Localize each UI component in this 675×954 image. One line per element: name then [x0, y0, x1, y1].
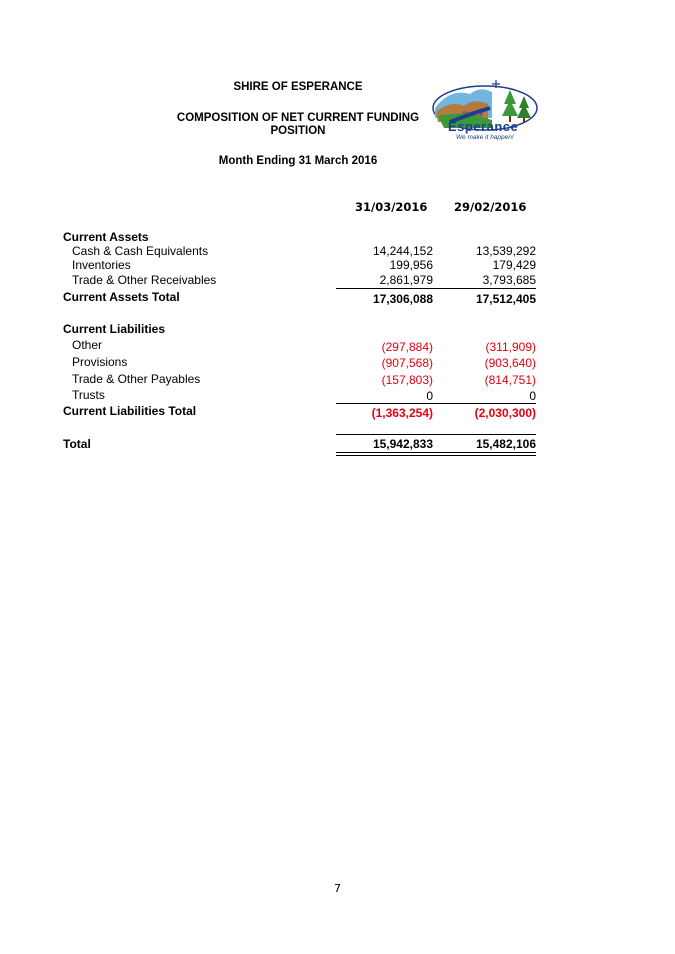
- total-rule: [336, 434, 536, 435]
- row-label: Trusts: [72, 388, 105, 402]
- shire-logo: [430, 78, 540, 152]
- column-header-previous: 29/02/2016: [454, 200, 527, 214]
- row-value-previous: 13,539,292: [475, 244, 536, 258]
- grand-total-label: Total: [63, 437, 91, 451]
- current-liabilities-total-previous: (2,030,300): [474, 406, 536, 420]
- row-label: Provisions: [72, 355, 128, 369]
- row-label: Other: [72, 338, 103, 352]
- column-header-current: 31/03/2016: [355, 200, 428, 214]
- double-rule-top: [336, 452, 536, 453]
- row-value-previous: 0: [529, 389, 536, 403]
- report-title-line-1: COMPOSITION OF NET CURRENT FUNDING: [176, 112, 420, 124]
- row-value-previous: (311,909): [485, 340, 536, 354]
- grand-total-current: 15,942,833: [372, 437, 433, 451]
- row-value-current: (907,568): [381, 356, 433, 370]
- current-liabilities-total-current: (1,363,254): [371, 406, 433, 420]
- reporting-period: Month Ending 31 March 2016: [218, 155, 378, 167]
- row-value-previous: (814,751): [484, 373, 536, 387]
- row-label: Trade & Other Payables: [72, 372, 201, 386]
- current-liabilities-total-label: Current Liabilities Total: [63, 404, 197, 418]
- row-label: Trade & Other Receivables: [72, 273, 217, 287]
- row-value-current: 14,244,152: [372, 244, 433, 258]
- grand-total-previous: 15,482,106: [475, 437, 536, 451]
- row-value-current: (297,884): [381, 340, 433, 354]
- subtotal-rule: [336, 288, 536, 289]
- current-assets-total-current: 17,306,088: [372, 292, 433, 306]
- current-assets-total-label: Current Assets Total: [63, 290, 180, 304]
- current-assets-heading: Current Assets: [63, 230, 149, 244]
- row-label: Cash & Cash Equivalents: [72, 244, 209, 258]
- subtotal-rule: [336, 403, 536, 404]
- logo-tagline: We make it happen!: [456, 134, 514, 141]
- page-number: 7: [334, 882, 341, 895]
- report-title-line-2: POSITION: [270, 125, 326, 137]
- row-value-previous: 179,429: [492, 258, 536, 272]
- row-value-previous: (903,640): [484, 356, 536, 370]
- row-value-previous: 3,793,685: [482, 273, 536, 287]
- logo-name: Esperance: [448, 119, 519, 134]
- current-assets-total-previous: 17,512,405: [475, 292, 536, 306]
- row-value-current: 2,861,979: [379, 273, 433, 287]
- row-value-current: 199,956: [389, 258, 433, 272]
- row-value-current: 0: [426, 389, 433, 403]
- row-label: Inventories: [72, 258, 131, 272]
- current-liabilities-heading: Current Liabilities: [63, 322, 166, 336]
- logo-small-text: Shire of: [462, 112, 483, 118]
- row-value-current: (157,803): [381, 373, 433, 387]
- double-rule-bottom: [336, 455, 536, 456]
- organisation-title: SHIRE OF ESPERANCE: [233, 81, 363, 93]
